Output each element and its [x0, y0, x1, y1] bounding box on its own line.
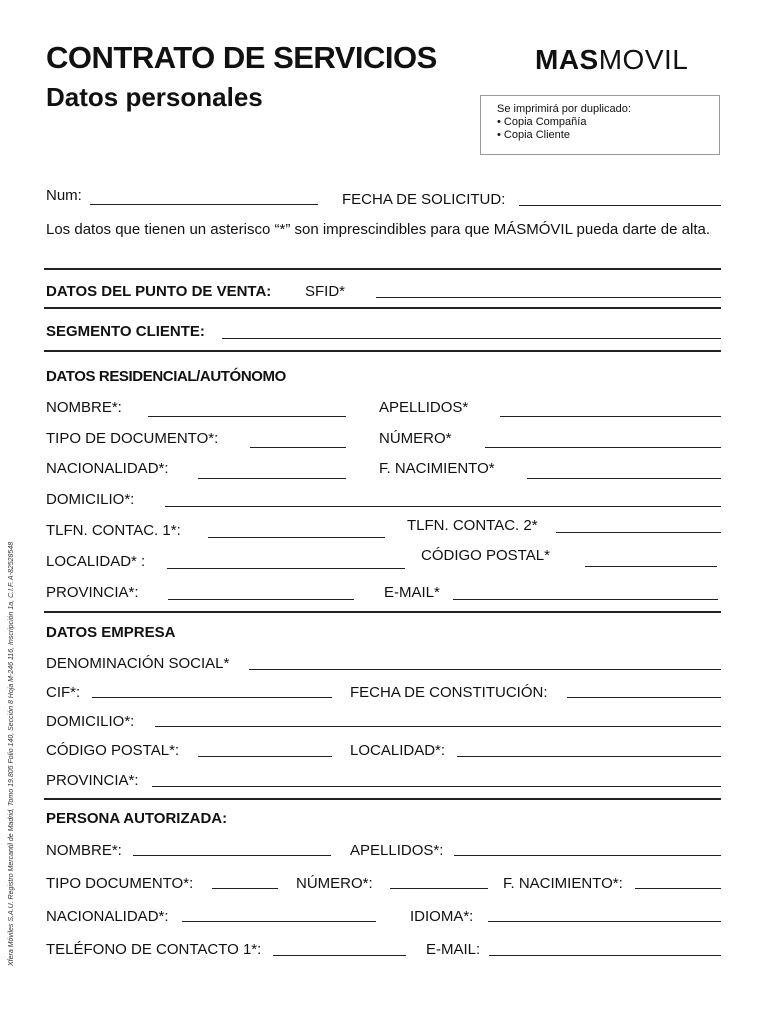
autorizada-nombre-field[interactable] [133, 855, 331, 856]
apellidos-field[interactable] [500, 416, 721, 417]
autorizada-telefono-field[interactable] [273, 955, 406, 956]
divider [44, 611, 721, 613]
localidad-label: LOCALIDAD* : [46, 553, 146, 570]
sfid-field[interactable] [376, 297, 721, 298]
divider [44, 350, 721, 352]
numero-field[interactable] [485, 447, 721, 448]
empresa-localidad-field[interactable] [457, 756, 721, 757]
autorizada-tipo-doc-label: TIPO DOCUMENTO*: [46, 875, 194, 892]
residencial-heading: DATOS RESIDENCIAL/AUTÓNOMO [46, 368, 286, 385]
tlfn1-field[interactable] [208, 537, 385, 538]
autorizada-f-nacimiento-label: F. NACIMIENTO*: [503, 875, 623, 892]
fecha-solicitud-field[interactable] [519, 205, 721, 206]
provincia-label: PROVINCIA*: [46, 584, 139, 601]
f-nacimiento-label: F. NACIMIENTO* [379, 460, 495, 477]
domicilio-label: DOMICILIO*: [46, 491, 135, 508]
fecha-solicitud-label: FECHA DE SOLICITUD: [342, 191, 506, 208]
logo-light: MOVIL [598, 44, 689, 75]
nacionalidad-field[interactable] [198, 478, 346, 479]
nacionalidad-label: NACIONALIDAD*: [46, 460, 169, 477]
segmento-field[interactable] [222, 338, 721, 339]
empresa-domicilio-label: DOMICILIO*: [46, 713, 135, 730]
autorizada-heading: PERSONA AUTORIZADA: [46, 810, 228, 827]
nombre-label: NOMBRE*: [46, 399, 122, 416]
fecha-constitucion-label: FECHA DE CONSTITUCIÓN: [350, 684, 548, 701]
email-field[interactable] [453, 599, 718, 600]
tlfn2-label: TLFN. CONTAC. 2* [407, 517, 538, 534]
autorizada-email-label: E-MAIL: [426, 941, 481, 958]
autorizada-nacionalidad-label: NACIONALIDAD*: [46, 908, 169, 925]
empresa-heading: DATOS EMPRESA [46, 624, 176, 641]
note-line: • Copia Cliente [497, 129, 570, 141]
denominacion-field[interactable] [249, 669, 721, 670]
segmento-heading: SEGMENTO CLIENTE: [46, 323, 205, 340]
autorizada-numero-label: NÚMERO*: [296, 875, 373, 892]
empresa-cp-label: CÓDIGO POSTAL*: [46, 742, 180, 759]
empresa-provincia-label: PROVINCIA*: [46, 772, 139, 789]
autorizada-idioma-field[interactable] [488, 921, 721, 922]
note-line: • Copia Compañía [497, 116, 587, 128]
logo-bold: MAS [535, 44, 599, 75]
masmovil-logo [535, 44, 688, 76]
codigo-postal-label: CÓDIGO POSTAL* [421, 547, 550, 564]
cif-label: CIF*: [46, 684, 81, 701]
nombre-field[interactable] [148, 416, 346, 417]
divider [44, 798, 721, 800]
codigo-postal-field[interactable] [585, 566, 717, 567]
duplicate-note [480, 95, 720, 155]
autorizada-email-field[interactable] [489, 955, 721, 956]
autorizada-numero-field[interactable] [390, 888, 488, 889]
provincia-field[interactable] [168, 599, 354, 600]
empresa-provincia-field[interactable] [152, 786, 721, 787]
tlfn2-field[interactable] [556, 532, 721, 533]
empresa-localidad-label: LOCALIDAD*: [350, 742, 446, 759]
f-nacimiento-field[interactable] [527, 478, 721, 479]
autorizada-tipo-doc-field[interactable] [212, 888, 278, 889]
punto-venta-heading: DATOS DEL PUNTO DE VENTA: [46, 283, 272, 300]
localidad-field[interactable] [167, 568, 405, 569]
apellidos-label: APELLIDOS* [379, 399, 469, 416]
divider [44, 268, 721, 270]
num-label: Num: [46, 187, 82, 204]
empresa-domicilio-field[interactable] [155, 726, 721, 727]
tipo-documento-field[interactable] [250, 447, 346, 448]
empresa-cp-field[interactable] [198, 756, 332, 757]
cif-field[interactable] [92, 697, 332, 698]
autorizada-apellidos-field[interactable] [454, 855, 721, 856]
autorizada-f-nacimiento-field[interactable] [635, 888, 721, 889]
tipo-documento-label: TIPO DE DOCUMENTO*: [46, 430, 219, 447]
tlfn1-label: TLFN. CONTAC. 1*: [46, 522, 181, 539]
divider [44, 307, 721, 309]
legal-side-text: Xfera Móviles S.A.U. Registro Mercantil de Madrid, Tomo 19.805 Folio 140, Sección 8 Hoja M-246 116, Inscripción 1a, C.I.F. A-82528548 [8, 541, 15, 966]
domicilio-field[interactable] [165, 506, 721, 507]
autorizada-apellidos-label: APELLIDOS*: [350, 842, 444, 859]
num-field[interactable] [90, 204, 318, 205]
email-label: E-MAIL* [384, 584, 440, 601]
autorizada-nombre-label: NOMBRE*: [46, 842, 122, 859]
fecha-constitucion-field[interactable] [567, 697, 721, 698]
page-title: CONTRATO DE SERVICIOS [46, 40, 437, 75]
page-subtitle: Datos personales [46, 82, 263, 112]
denominacion-label: DENOMINACIÓN SOCIAL* [46, 655, 230, 672]
autorizada-nacionalidad-field[interactable] [182, 921, 376, 922]
intro-text: Los datos que tienen un asterisco “*” son imprescindibles para que MÁSMÓVIL pueda darte de alta. [46, 221, 710, 238]
autorizada-idioma-label: IDIOMA*: [410, 908, 474, 925]
sfid-label: SFID* [305, 283, 346, 300]
autorizada-telefono-label: TELÉFONO DE CONTACTO 1*: [46, 941, 262, 958]
note-line: Se imprimirá por duplicado: [497, 103, 631, 115]
numero-label: NÚMERO* [379, 430, 452, 447]
